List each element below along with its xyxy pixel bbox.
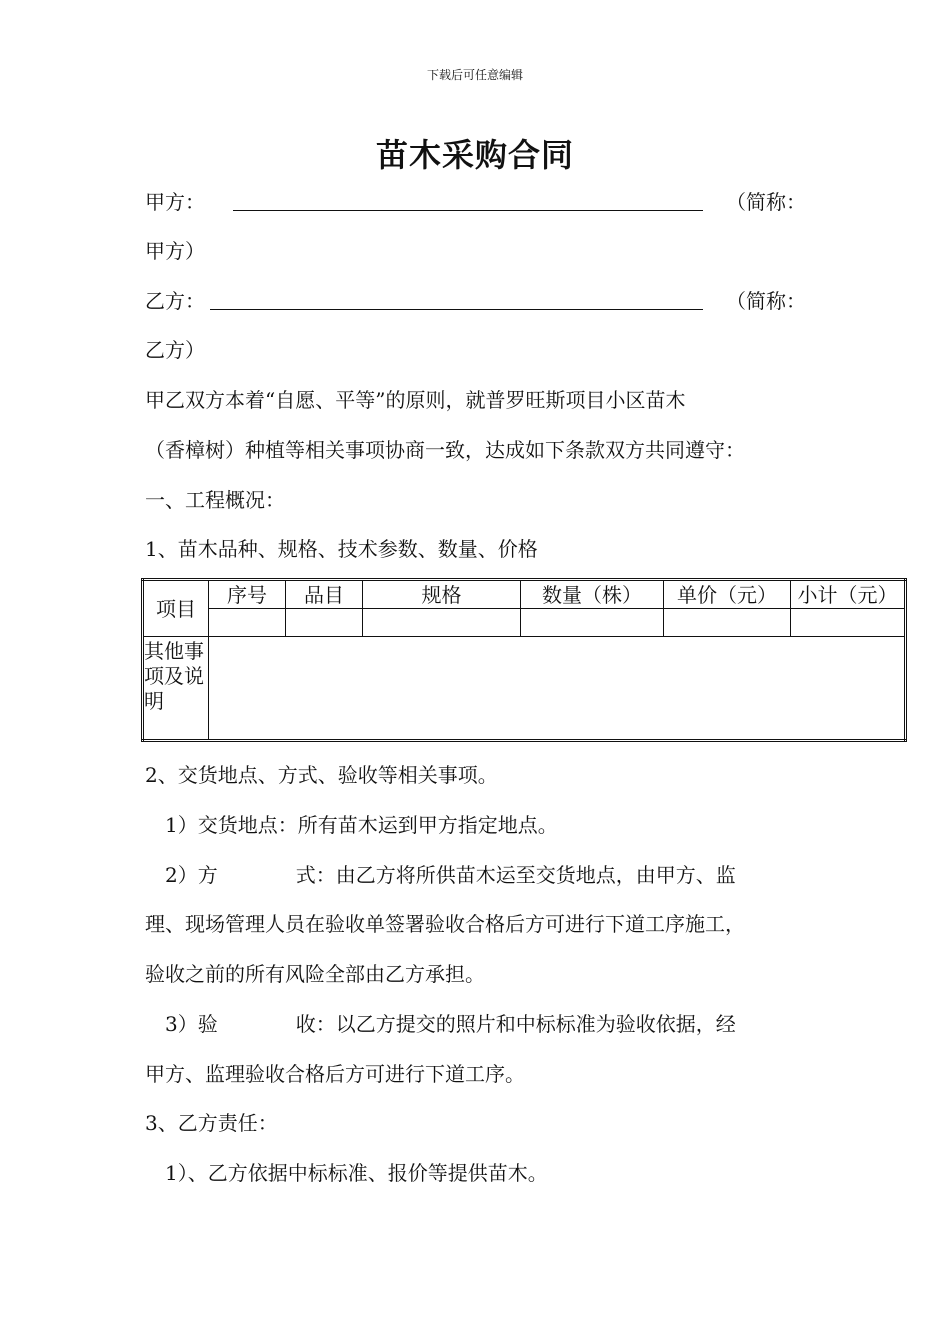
table-cell[interactable] bbox=[664, 609, 791, 637]
column-header: 数量（株） bbox=[521, 580, 664, 609]
party-a-label: 甲方： bbox=[145, 190, 205, 214]
table-cell[interactable] bbox=[521, 609, 664, 637]
section-2-p2-line-2: 理、现场管理人员在验收单签署验收合格后方可进行下道工序施工， bbox=[145, 912, 745, 936]
intro-line-2: （香樟树）种植等相关事项协商一致，达成如下条款双方共同遵守： bbox=[145, 438, 745, 462]
column-header: 规格 bbox=[363, 580, 521, 609]
section-2-p1: 1）交货地点：所有苗木运到甲方指定地点。 bbox=[165, 813, 558, 837]
section-2-p3-line-1 bbox=[165, 1010, 736, 1038]
section-3-heading: 3、乙方责任： bbox=[145, 1111, 278, 1135]
intro-line-1: 甲乙双方本着“自愿、平等”的原则，就普罗旺斯项目小区苗木 bbox=[145, 388, 686, 412]
section-2-p2-line-1 bbox=[165, 861, 736, 889]
section-3-p1: 1）、乙方依据中标标准、报价等提供苗木。 bbox=[165, 1161, 548, 1185]
p2-label-b: 式：由乙方将所供苗木运至交货地点，由甲方、监 bbox=[295, 863, 736, 887]
section-2-p2-line-3: 验收之前的所有风险全部由乙方承担。 bbox=[145, 962, 485, 986]
table-cell[interactable] bbox=[363, 609, 521, 637]
header-note: 下载后可任意编辑 bbox=[426, 68, 523, 82]
table-cell[interactable] bbox=[286, 609, 363, 637]
column-header: 小计（元） bbox=[791, 580, 906, 609]
party-b-short-value: 乙方） bbox=[145, 338, 205, 362]
party-b-blank[interactable] bbox=[210, 309, 703, 310]
other-notes-label: 其他事项及说明 bbox=[143, 637, 209, 741]
table-cell[interactable] bbox=[791, 609, 906, 637]
party-b-short-label: （简称： bbox=[726, 289, 806, 313]
section-2-p3-line-2: 甲方、监理验收合格后方可进行下道工序。 bbox=[145, 1062, 525, 1086]
other-notes-cell[interactable] bbox=[209, 637, 906, 741]
party-a-blank[interactable] bbox=[233, 210, 703, 211]
spec-table bbox=[141, 578, 907, 742]
section-1-heading: 一、工程概况： bbox=[145, 488, 285, 512]
column-header: 序号 bbox=[209, 580, 286, 609]
party-a-short-label: （简称： bbox=[726, 190, 806, 214]
table-cell[interactable] bbox=[209, 609, 286, 637]
p2-label-a: 2）方 bbox=[165, 863, 218, 887]
section-2-heading: 2、交货地点、方式、验收等相关事项。 bbox=[145, 763, 498, 787]
project-label: 项目 bbox=[156, 596, 196, 621]
section-1-item-1: 1、苗木品种、规格、技术参数、数量、价格 bbox=[145, 537, 538, 561]
column-header: 单价（元） bbox=[664, 580, 791, 609]
document-title: 苗木采购合同 bbox=[375, 136, 574, 174]
p3-label-b: 收：以乙方提交的照片和中标标准为验收依据，经 bbox=[295, 1012, 736, 1036]
party-a-short-value: 甲方） bbox=[145, 239, 205, 263]
party-b-label: 乙方： bbox=[145, 289, 205, 313]
column-header: 品目 bbox=[286, 580, 363, 609]
project-label-cell bbox=[143, 580, 209, 637]
p3-label-a: 3）验 bbox=[165, 1012, 218, 1036]
